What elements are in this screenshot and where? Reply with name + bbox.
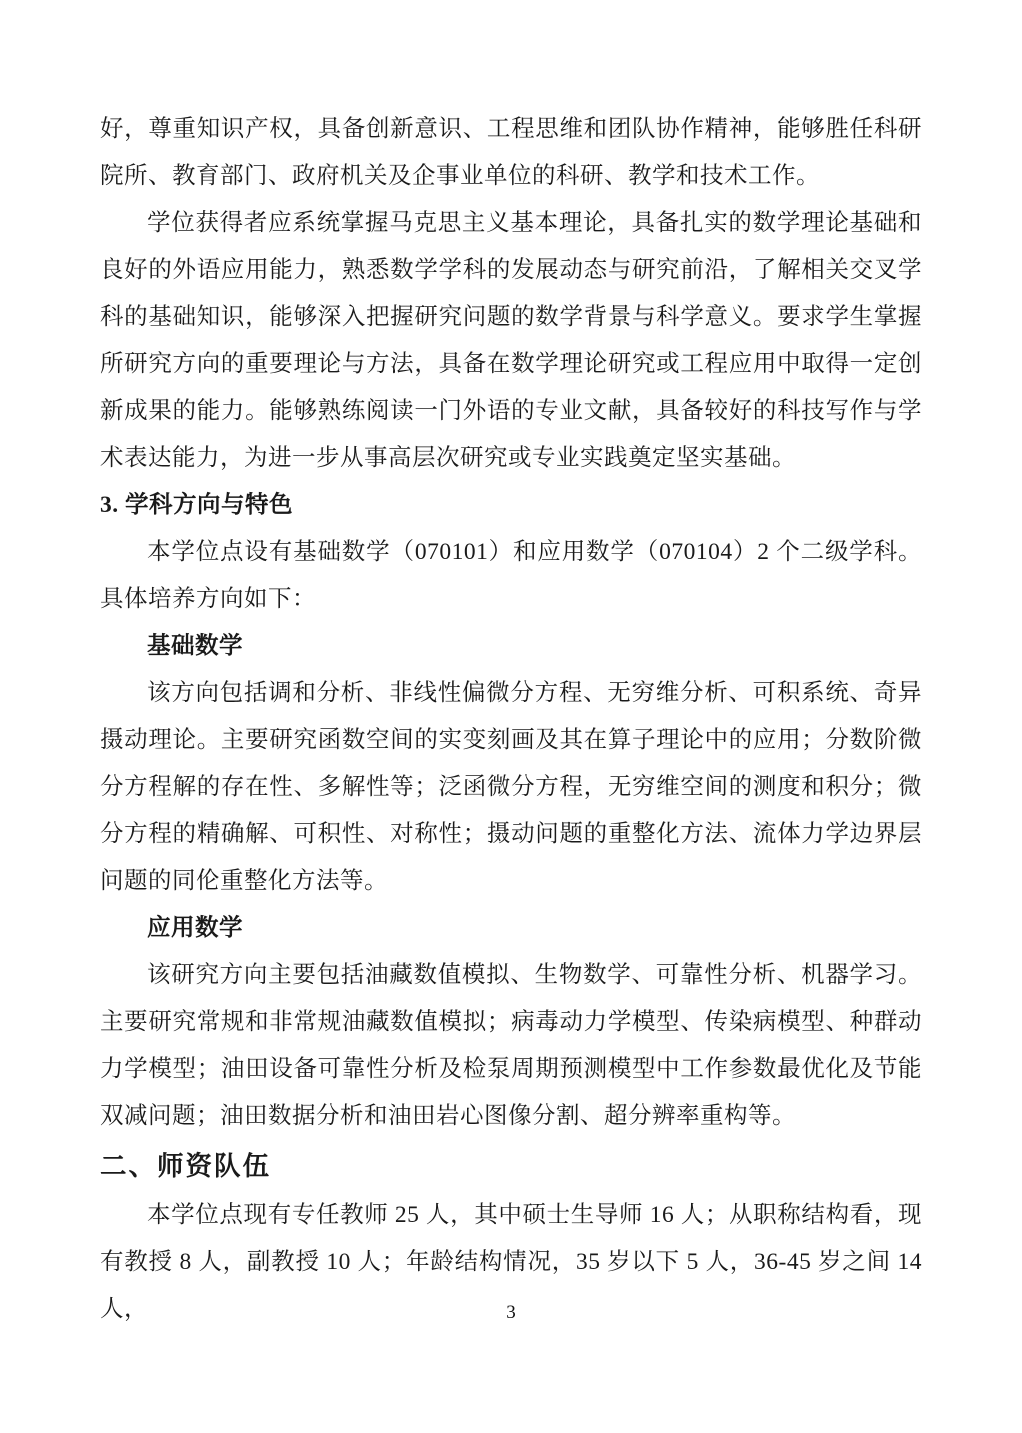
paragraph-secondary-disciplines: 本学位点设有基础数学（070101）和应用数学（070104）2 个二级学科。具体培养方向如下： <box>100 539 922 612</box>
paragraph-continuation-training-goal: 好，尊重知识产权，具备创新意识、工程思维和团队协作精神，能够胜任科研院所、教育部门、政府机关及企事业单位的科研、教学和技术工作。 <box>100 116 922 189</box>
paragraph-fundamental-mathematics: 该方向包括调和分析、非线性偏微分方程、无穷维分析、可积系统、奇异摄动理论。主要研究函数空间的实变刻画及其在算子理论中的应用；分数阶微分方程解的存在性、多解性等；泛函微分方程，无穷维空间的测度和积分；微分方程的精确解、可积性、对称性；摄动问题的重整化方法、流体力学边界层问题的同伦重整化方法等。 <box>100 680 922 894</box>
document-body <box>100 106 922 1333</box>
paragraph-applied-mathematics: 该研究方向主要包括油藏数值模拟、生物数学、可靠性分析、机器学习。主要研究常规和非常规油藏数值模拟；病毒动力学模型、传染病模型、种群动力学模型；油田设备可靠性分析及检泵周期预测模型中工作参数最优化及节能双减问题；油田数据分析和油田岩心图像分割、超分辨率重构等。 <box>100 962 922 1129</box>
paragraph-degree-requirements: 学位获得者应系统掌握马克思主义基本理论，具备扎实的数学理论基础和良好的外语应用能力，熟悉数学学科的发展动态与研究前沿，了解相关交叉学科的基础知识，能够深入把握研究问题的数学背景与科学意义。要求学生掌握所研究方向的重要理论与方法，具备在数学理论研究或工程应用中取得一定创新成果的能力。能够熟练阅读一门外语的专业文献，具备较好的科技写作与学术表达能力，为进一步从事高层次研究或专业实践奠定坚实基础。 <box>100 210 922 471</box>
subheading-applied-mathematics: 应用数学 <box>147 915 243 941</box>
subheading-fundamental-mathematics: 基础数学 <box>147 633 243 659</box>
page-number: 3 <box>506 1302 516 1323</box>
section-heading-discipline-directions: 3. 学科方向与特色 <box>100 492 293 518</box>
section-heading-faculty: 二、师资队伍 <box>100 1151 271 1181</box>
paragraph-faculty-statistics: 本学位点现有专任教师 25 人，其中硕士生导师 16 人；从职称结构看，现有教授 8 人，副教授 10 人；年龄结构情况，35 岁以下 5 人，36-45 岁之间 14 人， <box>100 1202 922 1322</box>
